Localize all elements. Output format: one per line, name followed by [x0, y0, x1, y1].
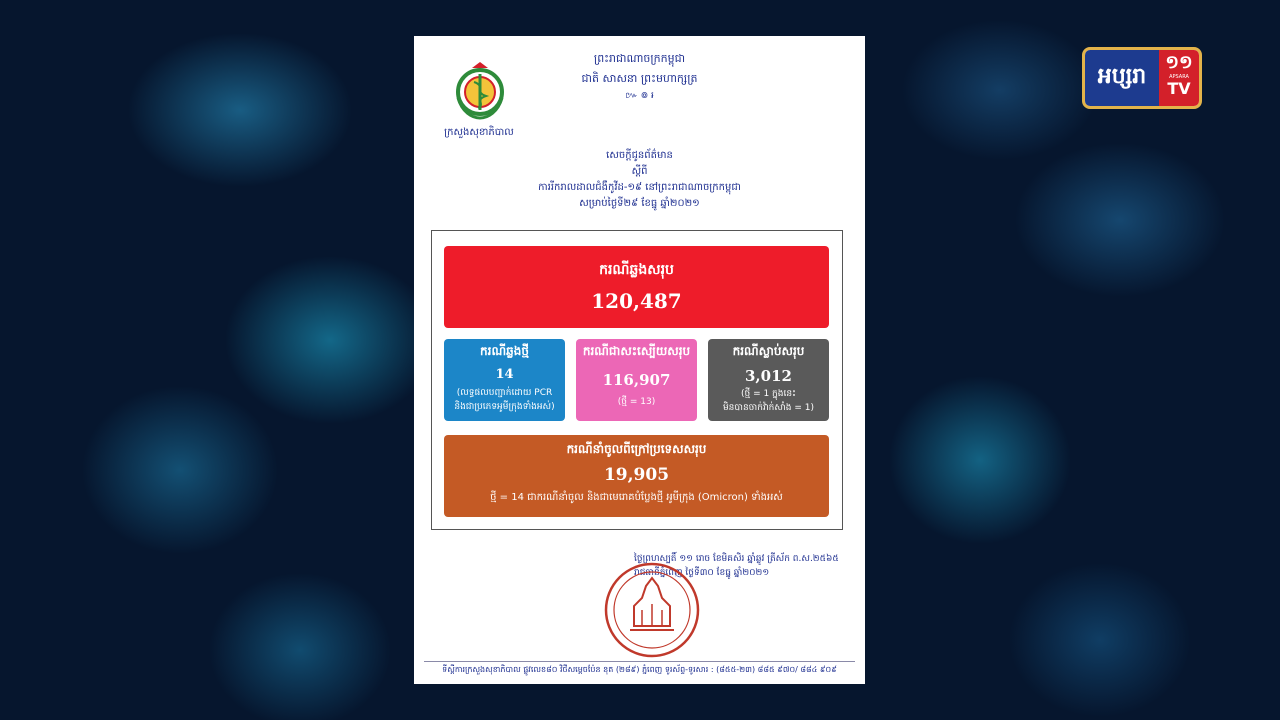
deaths-value: 3,012 [745, 367, 792, 385]
channel-number: ១១ [1165, 52, 1193, 73]
title-line-2: ស្ដីពី [631, 166, 648, 177]
footer-address: ទីស្ដីការក្រសួងសុខាភិបាល ផ្លូវលេខ៨០ វិថីសម្ដេចប៉ែន នុត (២៨៩) ភ្នំពេញ ទូរស័ព្ទ-ទូរសារ : (៨៥៥-២៣) ៨៨៥ ៩៧០/ ៨៨៤ ៩០៩ [442, 665, 837, 674]
title-line-1: សេចក្ដីជូនព័ត៌មាន [606, 150, 673, 161]
statistics-panel [431, 230, 843, 530]
recovered-note: (ថ្មី = 13) [617, 397, 656, 407]
recovered-card [576, 339, 697, 421]
kingdom-title: ព្រះរាជាណាចក្រកម្ពុជា [593, 52, 686, 65]
title-line-3: ការរីករាលដាលជំងឺកូវីដ-១៩ នៅព្រះរាជាណាចក្រកម្ពុជា [538, 182, 741, 193]
channel-logo-badge [1159, 50, 1199, 106]
channel-logo-text: អប្សរា [1085, 50, 1159, 106]
official-stamp-icon [602, 560, 702, 660]
total-cases-label: ករណីឆ្លងសរុប [599, 262, 674, 278]
deaths-note-2: មិនបានចាក់វ៉ាក់សាំង = 1) [722, 403, 815, 413]
new-cases-note-2: និងជាប្រភេទអូមីក្រុងទាំងអស់) [454, 402, 555, 412]
new-cases-value: 14 [495, 367, 514, 382]
imported-cases-note: ថ្មី = 14 ជាករណីនាំចូល និងជាមេរោគបំប្លែងថ្មី អូមីក្រុង (Omicron) ទាំងអស់ [490, 492, 783, 503]
new-cases-note-1: (លទ្ធផលបញ្ជាក់ដោយ PCR [456, 388, 553, 398]
imported-cases-card [444, 435, 829, 517]
signature-date-lunar: ថ្ងៃព្រហស្បតិ៍ ១១ រោច ខែមិគសិរ ឆ្នាំឆ្លូវ ត្រីស័ក ព.ស.២៥៦៥ [634, 554, 839, 564]
footer-divider [424, 661, 855, 662]
channel-logo [1082, 47, 1202, 109]
deaths-label: ករណីស្លាប់សរុប [732, 344, 805, 358]
ornament: ៚ ៙ ៛ [625, 91, 654, 101]
channel-tv: TV [1167, 79, 1191, 98]
deaths-note-1: (ថ្មី = 1 ក្នុងនេះ [740, 389, 797, 399]
imported-cases-label: ករណីនាំចូលពីក្រៅប្រទេសសរុប [566, 442, 707, 456]
imported-cases-value: 19,905 [603, 465, 670, 485]
channel-sub: APSARA [1169, 74, 1189, 80]
press-release-document [414, 36, 865, 684]
nation-motto: ជាតិ សាសនា ព្រះមហាក្សត្រ [581, 72, 698, 85]
signature-date-place: រាជធានីភ្នំពេញ ថ្ងៃទី៣០ ខែធ្នូ ឆ្នាំ២០២១ [634, 568, 770, 578]
title-line-4: សម្រាប់ថ្ងៃទី២៩ ខែធ្នូ ឆ្នាំ២០២១ [579, 198, 700, 209]
new-cases-card [444, 339, 565, 421]
total-cases-card [444, 246, 829, 328]
recovered-label: ករណីជាសះស្បើយសរុប [582, 344, 691, 358]
ministry-name: ក្រសួងសុខាភិបាល [444, 127, 514, 138]
new-cases-label: ករណីឆ្លងថ្មី [480, 344, 529, 358]
total-cases-value: 120,487 [591, 289, 682, 313]
deaths-card [708, 339, 829, 421]
recovered-value: 116,907 [602, 371, 671, 389]
